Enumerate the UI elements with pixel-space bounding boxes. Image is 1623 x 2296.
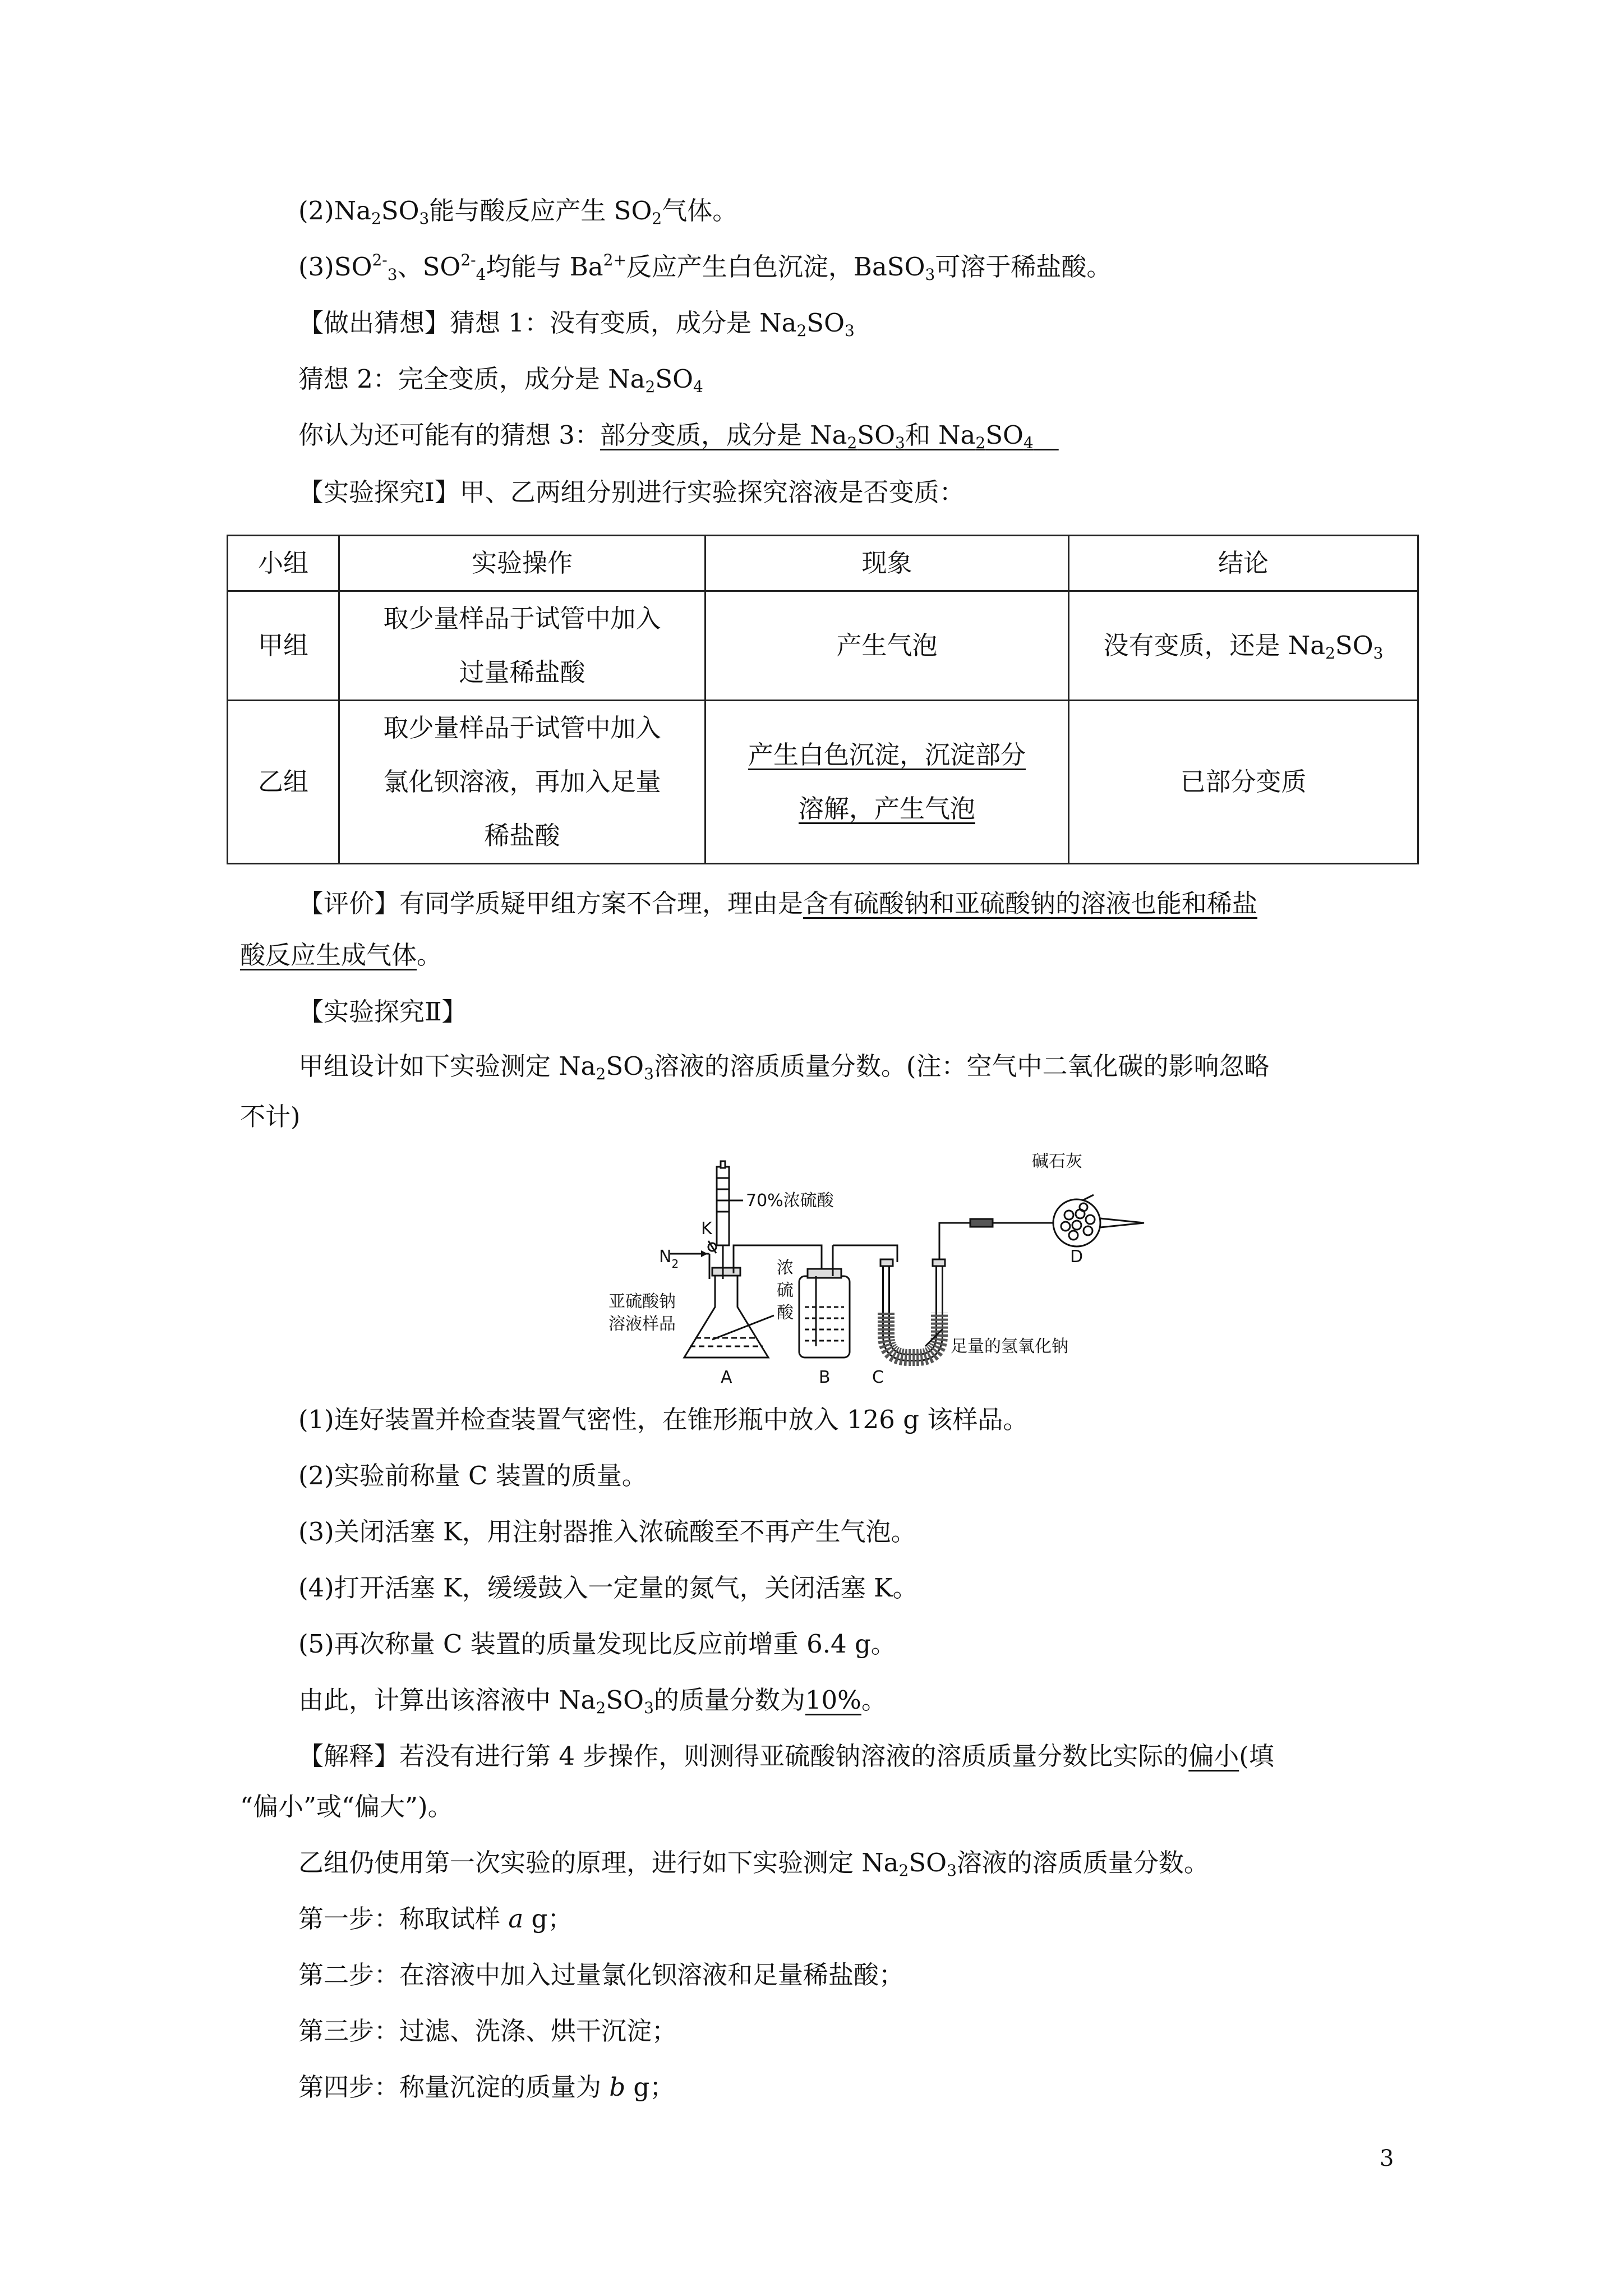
label-c: C <box>872 1368 884 1387</box>
sample-label-1: 亚硫酸钠 <box>608 1292 676 1312</box>
label-b: B <box>819 1368 831 1387</box>
tube-c-d <box>939 1223 998 1259</box>
table-row <box>228 701 1418 864</box>
label-a: A <box>721 1368 732 1387</box>
guess-3-answer: 部分变质，成分是 $Na_2SO_3$和 $Na_2SO_4$ <box>600 420 1034 452</box>
design-line-2: 不计) <box>240 1102 301 1131</box>
acid-70-label: 70%浓硫酸 <box>746 1191 834 1211</box>
page-number: 3 <box>1380 2146 1394 2171</box>
table-header-row <box>228 536 1418 591</box>
conc-label-1: 浓 <box>777 1258 794 1278</box>
header-cell: 实验操作 <box>339 536 706 591</box>
conclusion-cell: 已部分变质 <box>1069 701 1418 864</box>
sample-label-2: 溶液样品 <box>608 1314 676 1334</box>
step-fourth: 第四步：称量沉淀的质量为 b g； <box>298 2072 675 2102</box>
operation-cell: 取少量样品于试管中加入 过量稀盐酸 <box>339 591 706 701</box>
group-cell: 甲组 <box>228 591 339 701</box>
guess-2: 猜想 2：完全变质，成分是 $Na_2SO_4$ <box>298 364 703 396</box>
step-3: (3)关闭活塞 K，用注射器推入浓硫酸至不再产生气泡。 <box>298 1517 916 1547</box>
drying-tube-d <box>998 1195 1144 1246</box>
apparatus-figure <box>606 1144 1189 1391</box>
experiment-table <box>227 535 1419 864</box>
group-2-line: 乙组仍使用第一次实验的原理，进行如下实验测定 $Na_2SO_3$溶液的溶质质量分数。 <box>298 1848 1209 1880</box>
info-line-3: $(3)SO^{2-}_3$、$SO^{2-}_4$均能与 $Ba^{2+}$反应产生白色沉淀，BaSO$_3$可溶于稀盐酸。 <box>298 251 1112 284</box>
syringe <box>717 1161 743 1279</box>
phenomenon-cell: 产生白色沉淀，沉淀部分 溶解，产生气泡 <box>706 701 1069 864</box>
evaluation-line-1: 【评价】有同学质疑甲组方案不合理，理由是含有硫酸钠和亚硫酸钠的溶液也能和稀盐 <box>298 889 1258 918</box>
u-tube-c <box>880 1259 945 1358</box>
calculation-line: 由此，计算出该溶液中 $Na_2SO_3$的质量分数为10%。 <box>298 1685 887 1717</box>
table-row <box>228 591 1418 701</box>
step-4: (4)打开活塞 K，缓缓鼓入一定量的氮气，关闭活塞 K。 <box>298 1573 918 1603</box>
conc-label-2: 硫 <box>777 1281 794 1300</box>
n2-label: $N_2$ <box>659 1247 679 1271</box>
label-d: D <box>1070 1247 1083 1267</box>
step-third: 第三步：过滤、洗涤、烘干沉淀； <box>298 2016 677 2046</box>
flask-a <box>684 1268 768 1358</box>
operation-cell: 取少量样品于试管中加入 氯化钡溶液，再加入足量 稀盐酸 <box>339 701 706 864</box>
header-cell: 结论 <box>1069 536 1418 591</box>
guess-3: 你认为还可能有的猜想 3：部分变质，成分是 $Na_2SO_3$和 $Na_2SO_4$ <box>298 420 1059 451</box>
step-second: 第二步：在溶液中加入过量氯化钡溶液和足量稀盐酸； <box>298 1960 905 1990</box>
evaluation-line-2: 酸反应生成气体。 <box>240 940 442 970</box>
explanation-line-2: “偏小”或“偏大”)。 <box>240 1792 453 1821</box>
guess-1: 【做出猜想】猜想 1：没有变质，成分是 $Na_2SO_3$ <box>298 308 855 340</box>
phenomenon-cell: 产生气泡 <box>706 591 1069 701</box>
explanation-line-1: 【解释】若没有进行第 4 步操作，则测得亚硫酸钠溶液的溶质质量分数比实际的偏小(填 <box>298 1741 1274 1771</box>
connector <box>970 1219 993 1227</box>
explore-2-heading: 【实验探究Ⅱ】 <box>298 997 467 1027</box>
naoh-label: 足量的氢氧化钠 <box>951 1337 1068 1356</box>
group-cell: 乙组 <box>228 701 339 864</box>
bottle-b <box>799 1245 850 1358</box>
step-1: (1)连好装置并检查装置气密性，在锥形瓶中放入 126 g 该样品。 <box>298 1405 1029 1434</box>
soda-lime-label: 碱石灰 <box>1032 1152 1082 1171</box>
header-cell: 小组 <box>228 536 339 591</box>
step-5: (5)再次称量 C 装置的质量发现比反应前增重 6.4 g。 <box>298 1629 896 1659</box>
conc-label-3: 酸 <box>777 1303 794 1323</box>
design-line-1: 甲组设计如下实验测定 $Na_2SO_3$溶液的溶质质量分数。(注：空气中二氧化碳的影响忽略 <box>298 1051 1270 1083</box>
explore-1-heading: 【实验探究Ⅰ】甲、乙两组分别进行实验探究溶液是否变质： <box>298 477 965 507</box>
valve-k-label: K <box>701 1219 712 1239</box>
header-cell: 现象 <box>706 536 1069 591</box>
step-2: (2)实验前称量 C 装置的质量。 <box>298 1461 647 1490</box>
conclusion-cell: 没有变质，还是 $Na_2SO_3$ <box>1069 591 1418 701</box>
step-first: 第一步：称取试样 a g； <box>298 1904 573 1934</box>
info-line-2: $(2)Na_2SO_3$能与酸反应产生 $SO_2$气体。 <box>298 196 738 228</box>
